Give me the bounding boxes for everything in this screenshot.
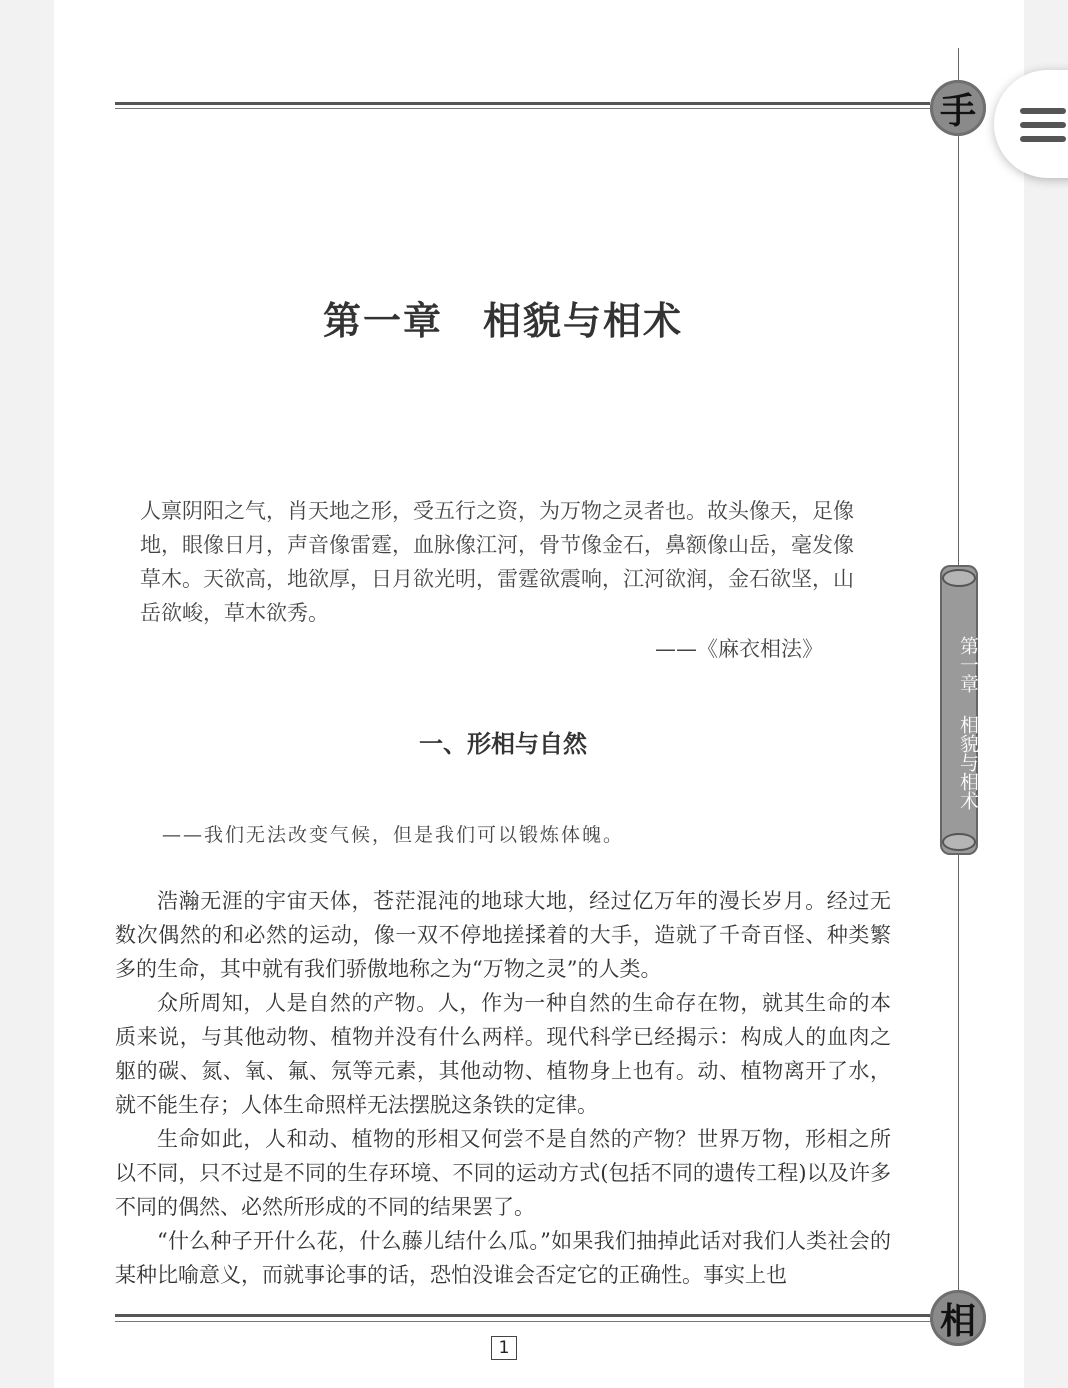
header-rule [115, 102, 930, 105]
epigraph-text: 人禀阴阳之气，肖天地之形，受五行之资，为万物之灵者也。故头像天，足像地，眼像日月，声音像雷霆，血脉像江河，骨节像金石，鼻额像山岳，毫发像草木。天欲高，地欲厚，日月欲光明，雷霆欲震响，江河欲润，金石欲坚，山岳欲峻，草木欲秀。 [140, 499, 854, 625]
section-motto: ——我们无法改变气候，但是我们可以锻炼体魄。 [162, 824, 625, 846]
footer-seal-char: 相 [939, 1299, 976, 1342]
hamburger-icon [1020, 136, 1066, 142]
footer-seal-icon [930, 1290, 986, 1346]
paragraph: 众所周知，人是自然的产物。人，作为一种自然的生命存在物，就其生命的本质来说，与其他动物、植物并没有什么两样。现代科学已经揭示：构成人的血肉之躯的碳、氮、氧、氟、氖等元素，其他动物、植物身上也有。动、植物离开了水，就不能生存；人体生命照样无法摆脱这条铁的定律。 [115, 991, 891, 1117]
header-seal-icon [930, 80, 986, 136]
body-text [115, 884, 891, 1292]
paragraph: 浩瀚无涯的宇宙天体，苍茫混沌的地球大地，经过亿万年的漫长岁月。经过无数次偶然的和必然的运动，像一双不停地搓揉着的大手，造就了千奇百怪、种类繁多的生命，其中就有我们骄傲地称之为“万物之灵”的人类。 [115, 889, 891, 981]
epigraph-source: ——《麻衣相法》 [655, 637, 823, 661]
hamburger-icon [1020, 108, 1066, 114]
chapter-title: 第一章 相貌与相术 [322, 298, 683, 343]
header-seal-char: 手 [939, 89, 976, 132]
header-rule-thin [115, 108, 930, 109]
footer-rule-thin [115, 1321, 930, 1322]
scroll-ornament-icon [942, 833, 976, 851]
scroll-ornament-icon [942, 569, 976, 587]
paragraph: “什么种子开什么花，什么藤儿结什么瓜。”如果我们抽掉此话对我们人类社会的某种比喻意义，而就事论事的话，恐怕没谁会否定它的正确性。事实上也 [115, 1229, 891, 1287]
hamburger-icon [1020, 122, 1066, 128]
side-tab-label: 第一章 相貌与相术 [957, 636, 979, 810]
paragraph: 生命如此，人和动、植物的形相又何尝不是自然的产物？世界万物，形相之所以不同，只不过是不同的生存环境、不同的运动方式(包括不同的遗传工程)以及许多不同的偶然、必然所形成的不同的结果罢了。 [115, 1127, 891, 1219]
section-title: 一、形相与自然 [419, 730, 587, 758]
chapter-side-tab [940, 565, 978, 855]
page-number: 1 [491, 1336, 517, 1360]
footer-rule [115, 1314, 930, 1317]
